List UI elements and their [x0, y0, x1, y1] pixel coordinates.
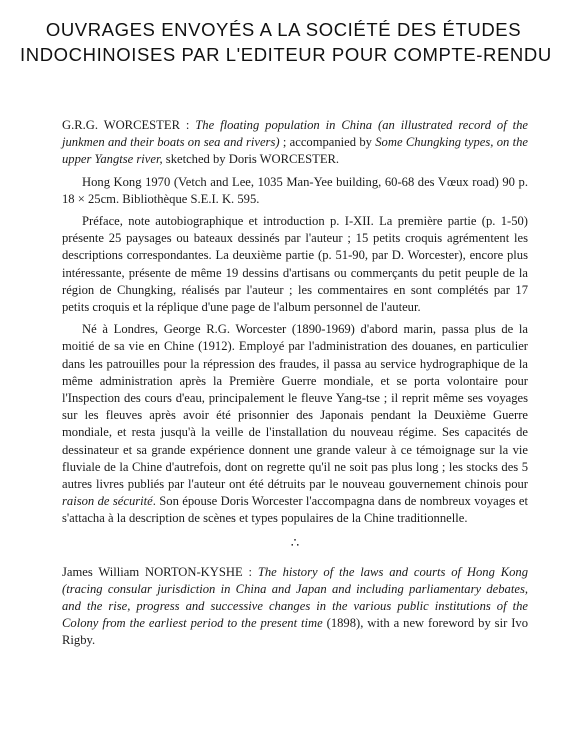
entry-worcester-citation [62, 117, 528, 169]
review-list [62, 117, 528, 655]
entry-connector: ; accompanied by [279, 135, 376, 150]
entry-title: The history of the laws and courts of Hong Kong (tracing consular jurisdiction in China and Japan and including parliamentary debates, and the rise, progress and successive changes in the various public institutions of the Colony from the earliest period to the present time [62, 564, 528, 631]
entry-credit: sketched by Doris WORCESTER. [162, 152, 340, 167]
entry-author: James William NORTON-KYSHE : [62, 564, 252, 579]
header-line-2: INDOCHINOISES PAR L'EDITEUR POUR COMPTE-RENDU [20, 44, 552, 65]
biography-emphasis: raison de sécurité [62, 494, 153, 509]
entry-biography-paragraph [62, 321, 528, 527]
entry-title: The floating population in China (an illustrated record of the junkmen and their boats on sea and rivers) [62, 118, 528, 150]
entry-author: G.R.G. WORCESTER : [62, 118, 190, 132]
biography-text-end: . Son épouse Doris Worcester l'accompagna dans de nombreux voyages et s'attacha à la description de scènes et types populaires de la Chine traditionnelle. [62, 494, 528, 526]
header-line-1: OUVRAGES ENVOYÉS A LA SOCIÉTÉ DES ÉTUDES [45, 19, 522, 40]
entry-imprint: Hong Kong 1970 (Vetch and Lee, 1035 Man-Yee building, 60-68 des Vœux road) 90 p. 18 × 25cm. Bibliothèque S.E.I. K. 595. [62, 174, 528, 206]
entry-subtitle: Some Chungking types, on the upper Yangtse river, [62, 135, 528, 167]
section-separator-icon: ∴ [290, 535, 300, 551]
page-header [20, 17, 552, 67]
entry-norton-kyshe-citation [62, 564, 528, 650]
entry-tail: (1898), with a new foreword by sir Ivo Rigby. [62, 616, 528, 648]
biography-text: Né à Londres, George R.G. Worcester (1890-1969) d'abord marin, passa plus de la moitié de sa vie en Chine (1912). Employé par l'administration des douanes, en particulier dans les patrouilles pour la répression des fraudes, il passa au service hydrographique de la même administration après la Première Guerre mondiale, et se porta volontaire pour l'Inspection des cours d'eau, principalement le fleuve Yang-tse ; il reprit même ses voyages sur les fleuves après avoir été prisonnier des Japonais pendant la Deuxième Guerre mondiale, et resta jusqu'à la veille de l'installation du nouveau régime. Ses capacités de dessinateur et sa grande expérience donnent une grande valeur à ce témoignage sur la vie fluviale de la Chine d'autrefois, dont on regrette qu'il ne soit pas plus long ; les stocks des 5 autres livres publiés par l'auteur ont été détruits par le nouveau gouvernement chinois pour [62, 322, 528, 492]
entry-preface-paragraph: Préface, note autobiographique et introduction p. I-XII. La première partie (p. 1-50) présente 25 paysages ou bateaux dessinés par l'auteur ; 15 petits croquis agrémentent les descriptions correspondantes. La deuxième partie (p. 51-90, par D. Worcester), encore plus intéressante, présente de même 19 dessins d'artisans ou commerçants du petit peuple de la région de Chungking, réalisés par l'auteur ; les commentaires en sont complétés par 17 petits croquis et la réplique d'une page de l'album personnel de l'auteur. [62, 214, 528, 315]
